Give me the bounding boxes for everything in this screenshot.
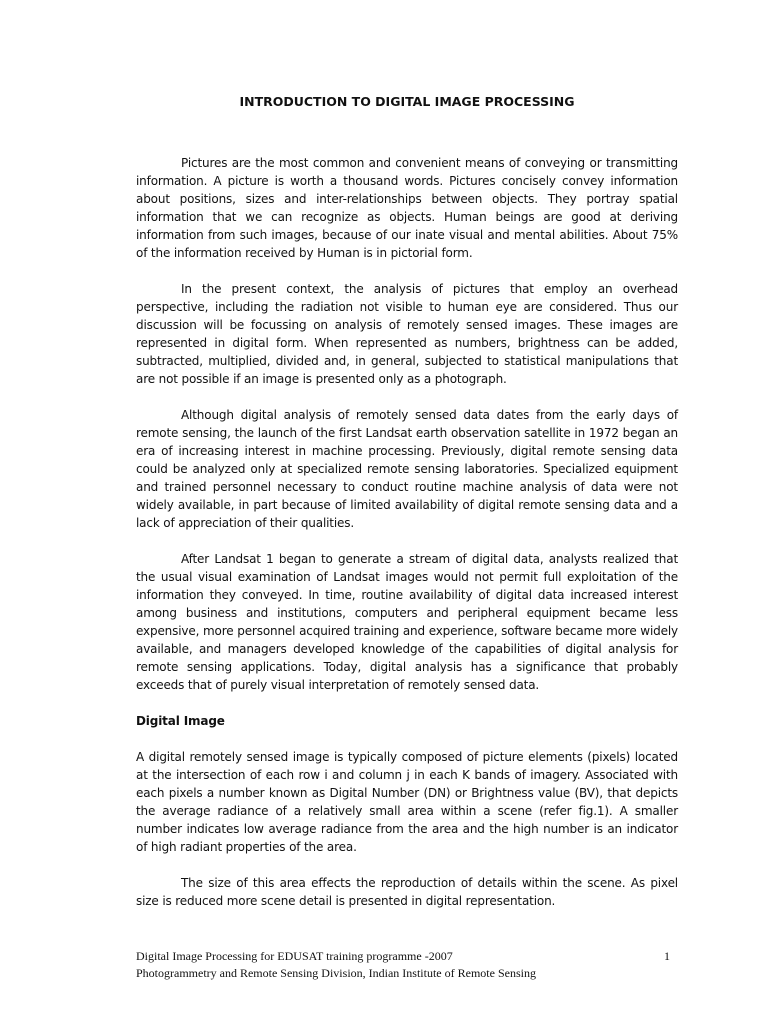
footer-course-title: Digital Image Processing for EDUSAT training programme -2007 <box>136 949 453 963</box>
paragraph-digital-image: A digital remotely sensed image is typically composed of picture elements (pixels) located at the intersection of each row i and column j in each K bands of imagery. Associated with each pixels a number known as Digital Number (DN) or Brightness value (BV), that depicts the average radiance of a relatively small area within a scene (refer fig.1). A smaller number indicates low average radiance from the area and the high number is an indicator of high radiant properties of the area. <box>136 750 678 854</box>
footer-institution: Photogrammetry and Remote Sensing Division, Indian Institute of Remote Sensing <box>136 966 536 980</box>
paragraph-intro: Pictures are the most common and convenient means of conveying or transmitting information. A picture is worth a thousand words. Pictures concisely convey information about positions, sizes and inter-relationships between objects. They portray spatial information that we can recognize as objects. Human beings are good at deriving information from such images, because of our inate visual and mental abilities. About 75% of the information received by Human is in pictorial form. <box>136 156 678 260</box>
footer-line-1 <box>136 948 670 965</box>
paragraph-context: In the present context, the analysis of pictures that employ an overhead perspective, including the radiation not visible to human eye are considered. Thus our discussion will be focussing on analysis of remotely sensed images. These images are represented in digital form. When represented as numbers, brightness can be added, subtracted, multiplied, divided and, in general, subjected to statistical manipulations that are not possible if an image is presented only as a photograph. <box>136 282 678 386</box>
paragraph-pixel-size: The size of this area effects the reproduction of details within the scene. As pixel size is reduced more scene detail is presented in digital representation. <box>136 876 678 908</box>
page-footer <box>136 948 670 982</box>
paragraph-landsat: After Landsat 1 began to generate a stream of digital data, analysts realized that the usual visual examination of Landsat images would not permit full exploitation of the information they conveyed. In time, routine availability of digital data increased interest among business and institutions, computers and peripheral equipment became less expensive, more personnel acquired training and experience, software became more widely available, and managers developed knowledge of the capabilities of digital analysis for remote sensing applications. Today, digital analysis has a significance that probably exceeds that of purely visual interpretation of remotely sensed data. <box>136 552 678 692</box>
paragraph-history: Although digital analysis of remotely sensed data dates from the early days of remote sensing, the launch of the first Landsat earth observation satellite in 1972 began an era of increasing interest in machine processing. Previously, digital remote sensing data could be analyzed only at specialized remote sensing laboratories. Specialized equipment and trained personnel necessary to conduct routine machine analysis of data were not widely available, in part because of limited availability of digital remote sensing data and a lack of appreciation of their qualities. <box>136 408 678 530</box>
page-content <box>136 92 678 928</box>
page-title: INTRODUCTION TO DIGITAL IMAGE PROCESSING <box>239 94 575 109</box>
page-number: 1 <box>664 949 670 963</box>
section-heading-digital-image: Digital Image <box>136 714 225 728</box>
